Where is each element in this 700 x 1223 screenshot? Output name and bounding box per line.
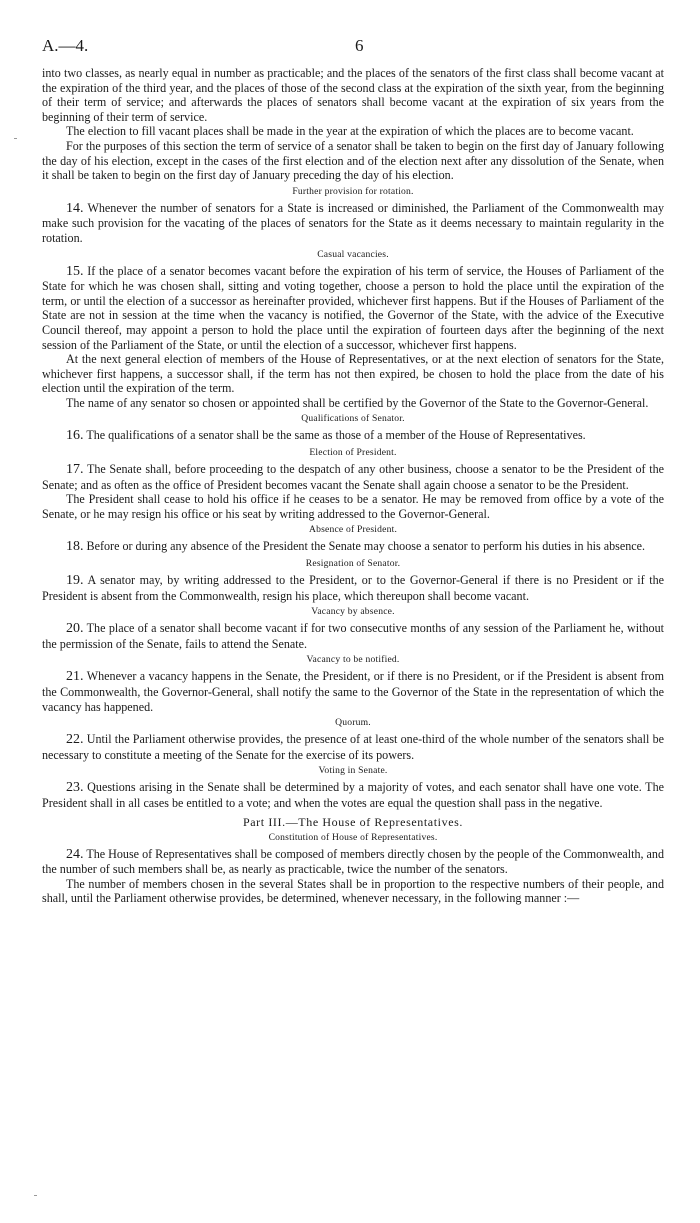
- paragraph: [42, 847, 664, 877]
- section-heading: Absence of President.: [308, 524, 398, 536]
- section-heading: Voting in Senate.: [318, 765, 388, 777]
- paragraph-text: Questions arising in the Senate shall be determined by a majority of votes, and each senator shall have one vote. The President shall in all cases be entitled to a vote; and when the votes are equal the question shall pass in the negative.: [42, 780, 664, 810]
- section-number: 14.: [66, 200, 84, 216]
- paragraph-text: The Senate shall, before proceeding to the despatch of any other business, choose a senator to be the President of the Senate; and as often as the office of President becomes vacant the Senate shall again choose a senator to be the President.: [42, 462, 664, 492]
- paragraph-text: Whenever a vacancy happens in the Senate, the President, or if there is no President, or if the President is absent from the Commonwealth, the Governor-General, shall notify the same to the Governor of the State in the representation of which the vacancy has happened.: [42, 669, 665, 714]
- section-heading: Qualifications of Senator.: [301, 413, 405, 425]
- page-header: [42, 36, 662, 56]
- paragraph: [42, 539, 664, 555]
- paragraph: [42, 201, 664, 246]
- paragraph: [42, 264, 664, 353]
- paragraph: [42, 573, 664, 603]
- section-number: 15.: [66, 263, 84, 279]
- section-heading: Vacancy to be notified.: [306, 654, 400, 666]
- section-number: 20.: [66, 621, 84, 637]
- paragraph-text: For the purposes of this section the term of service of a senator shall be taken to begin on the first day of January following the day of his election, except in the cases of the first election and of the election next after any dissolution of the Senate, when it shall be taken to begin on the first day of January preceding the day of his election.: [42, 138, 664, 183]
- paragraph-text: into two classes, as nearly equal in number as practicable; and the places of the senators of the first class shall become vacant at the expiration of the third year, and the places of those of the second class at the expiration of the sixth year, from the beginning of their term of service; and afterwards the places of senators shall become vacant at the expiration of six years from the beginning of their term of service.: [42, 66, 664, 124]
- paragraph: [42, 139, 664, 183]
- paragraph: [42, 462, 664, 492]
- section-heading: Further provision for rotation.: [292, 185, 414, 197]
- paragraph-text: The name of any senator so chosen or appointed shall be certified by the Governor of the State to the Governor-General.: [66, 395, 649, 410]
- paragraph: [42, 621, 664, 651]
- paragraph: [42, 669, 664, 714]
- section-heading: Casual vacancies.: [317, 248, 389, 260]
- paragraph: [42, 124, 664, 139]
- margin-mark: [14, 138, 17, 139]
- paragraph: [42, 428, 664, 444]
- part-heading: Part III.—The House of Representatives.: [242, 814, 463, 829]
- margin-mark: [34, 1195, 37, 1196]
- section-heading: Constitution of House of Representatives.: [268, 831, 438, 843]
- paragraph-text: A senator may, by writing addressed to the President, or to the Governor-General if there is no President or if the President is absent from the Commonwealth, resign his place, which thereupon shall become vacant.: [42, 573, 665, 603]
- paragraph: [42, 492, 664, 521]
- paragraph-text: Before or during any absence of the President the Senate may choose a senator to perform his duties in his absence.: [86, 539, 646, 554]
- paragraph-text: The President shall cease to hold his office if he ceases to be a senator. He may be removed from office by a vote of the Senate, or he may resign his office or his seat by writing addressed to the Governor-General.: [42, 492, 664, 521]
- section-number: 17.: [66, 462, 84, 478]
- section-number: 24.: [66, 846, 84, 862]
- paragraph: [42, 732, 664, 762]
- section-number: 23.: [66, 780, 84, 796]
- paragraph-text: The number of members chosen in the several States shall be in proportion to the respective numbers of their people, and shall, until the Parliament otherwise provides, be determined, whenever necessary, in the following manner :—: [42, 876, 664, 906]
- paragraph-text: At the next general election of members of the House of Representatives, or at the next election of senators for the State, whichever first happens, a successor shall, if the term has not then expired, be chosen to hold the place from the date of his election until the expiration of the term.: [42, 352, 664, 396]
- paragraph-text: Whenever the number of senators for a State is increased or diminished, the Parliament of the Commonwealth may make such provision for the vacating of the places of senators for the State as it deems necessary to maintain regularity in the rotation.: [42, 200, 664, 245]
- section-number: 22.: [66, 732, 84, 748]
- paragraph: [42, 66, 664, 124]
- document-body: [42, 66, 664, 906]
- paragraph-text: The House of Representatives shall be composed of members directly chosen by the people of the Commonwealth, and the number of such members shall be, as nearly as practicable, twice the number of the senators.: [42, 846, 664, 877]
- paragraph-text: The place of a senator shall become vacant if for two consecutive months of any session of the Parliament he, without the permission of the Senate, fails to attend the Senate.: [42, 621, 664, 651]
- paragraph: [42, 877, 664, 906]
- section-number: 21.: [66, 669, 84, 685]
- section-heading: Election of President.: [309, 447, 397, 459]
- paragraph-text: If the place of a senator becomes vacant before the expiration of his term of service, the Houses of Parliament of the State for which he was chosen shall, sitting and voting together, choose a person to hold the place until the expiration of the term, or until the election of a successor as hereinafter provided, whichever first happens. But if the Houses of Parliament of the State are not in session at the time when the vacancy is notified, the Governor of the State, with the advice of the Executive Council thereof, may appoint a person to hold the place until the expiration of fourteen days after the beginning of the next session of the Parliament of the State, or until the election of a successor, whichever first happens.: [42, 263, 664, 352]
- paragraph-text: The election to fill vacant places shall be made in the year at the expiration of which the places are to become vacant.: [66, 124, 634, 139]
- section-number: 16.: [66, 428, 84, 444]
- paragraph: [42, 352, 664, 396]
- page-number: 6: [355, 36, 364, 55]
- section-heading: Resignation of Senator.: [305, 558, 401, 570]
- paragraph: [42, 780, 664, 810]
- section-number: 18.: [66, 539, 84, 555]
- section-number: 19.: [66, 573, 84, 589]
- paragraph: [42, 396, 664, 411]
- paragraph-text: Until the Parliament otherwise provides, the presence of at least one-third of the whole number of the senators shall be necessary to constitute a meeting of the Senate for the exercise of its powers.: [42, 732, 664, 762]
- document-reference: A.—4.: [42, 36, 89, 55]
- section-heading: Quorum.: [335, 717, 371, 729]
- section-heading: Vacancy by absence.: [311, 606, 395, 618]
- paragraph-text: The qualifications of a senator shall be the same as those of a member of the House of Representatives.: [86, 428, 586, 443]
